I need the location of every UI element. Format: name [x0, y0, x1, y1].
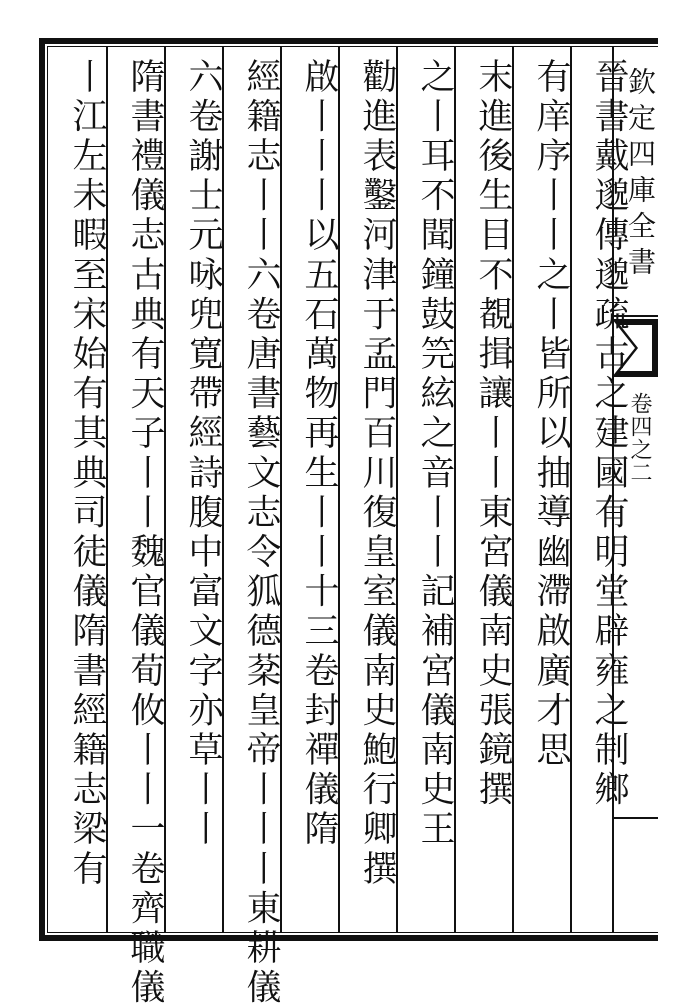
- text-column: 有庠序丨丨之丨皆所以抽導幽滯啟廣才思: [531, 58, 571, 771]
- text-column: 經籍志丨丨六卷唐書藝文志令狐德棻皇帝丨丨丨東耕儀: [241, 58, 281, 1008]
- volume-label: 卷四之二: [627, 392, 652, 484]
- text-column: 隋書禮儀志古典有天子丨丨魏官儀荀攸丨丨一卷齊職儀: [125, 58, 165, 1008]
- book-title: 欽定四庫全書: [624, 67, 657, 283]
- text-column: 啟丨丨丨以五石萬物再生丨丨十三卷封禪儀隋: [299, 58, 339, 850]
- text-column: 勸進表鑿河津于孟門百川復皇室儀南史鮑行卿撰: [357, 58, 397, 890]
- text-column: 之丨耳不聞鐘鼓笎絃之音丨丨記補宮儀南史王: [415, 58, 455, 850]
- text-column: 末進後生目不覩揖讓丨丨東宮儀南史張鏡撰: [473, 58, 513, 811]
- text-column: 六卷謝士元咏兜寛帶經詩腹中富文字亦草丨丨: [183, 58, 223, 850]
- text-column: 晉書戴邈傳邈疏古之建國有明堂辟雍之制鄉: [589, 58, 629, 811]
- text-column: 丨江左未暇至宋始有其典司徒儀隋書經籍志梁有: [67, 58, 107, 890]
